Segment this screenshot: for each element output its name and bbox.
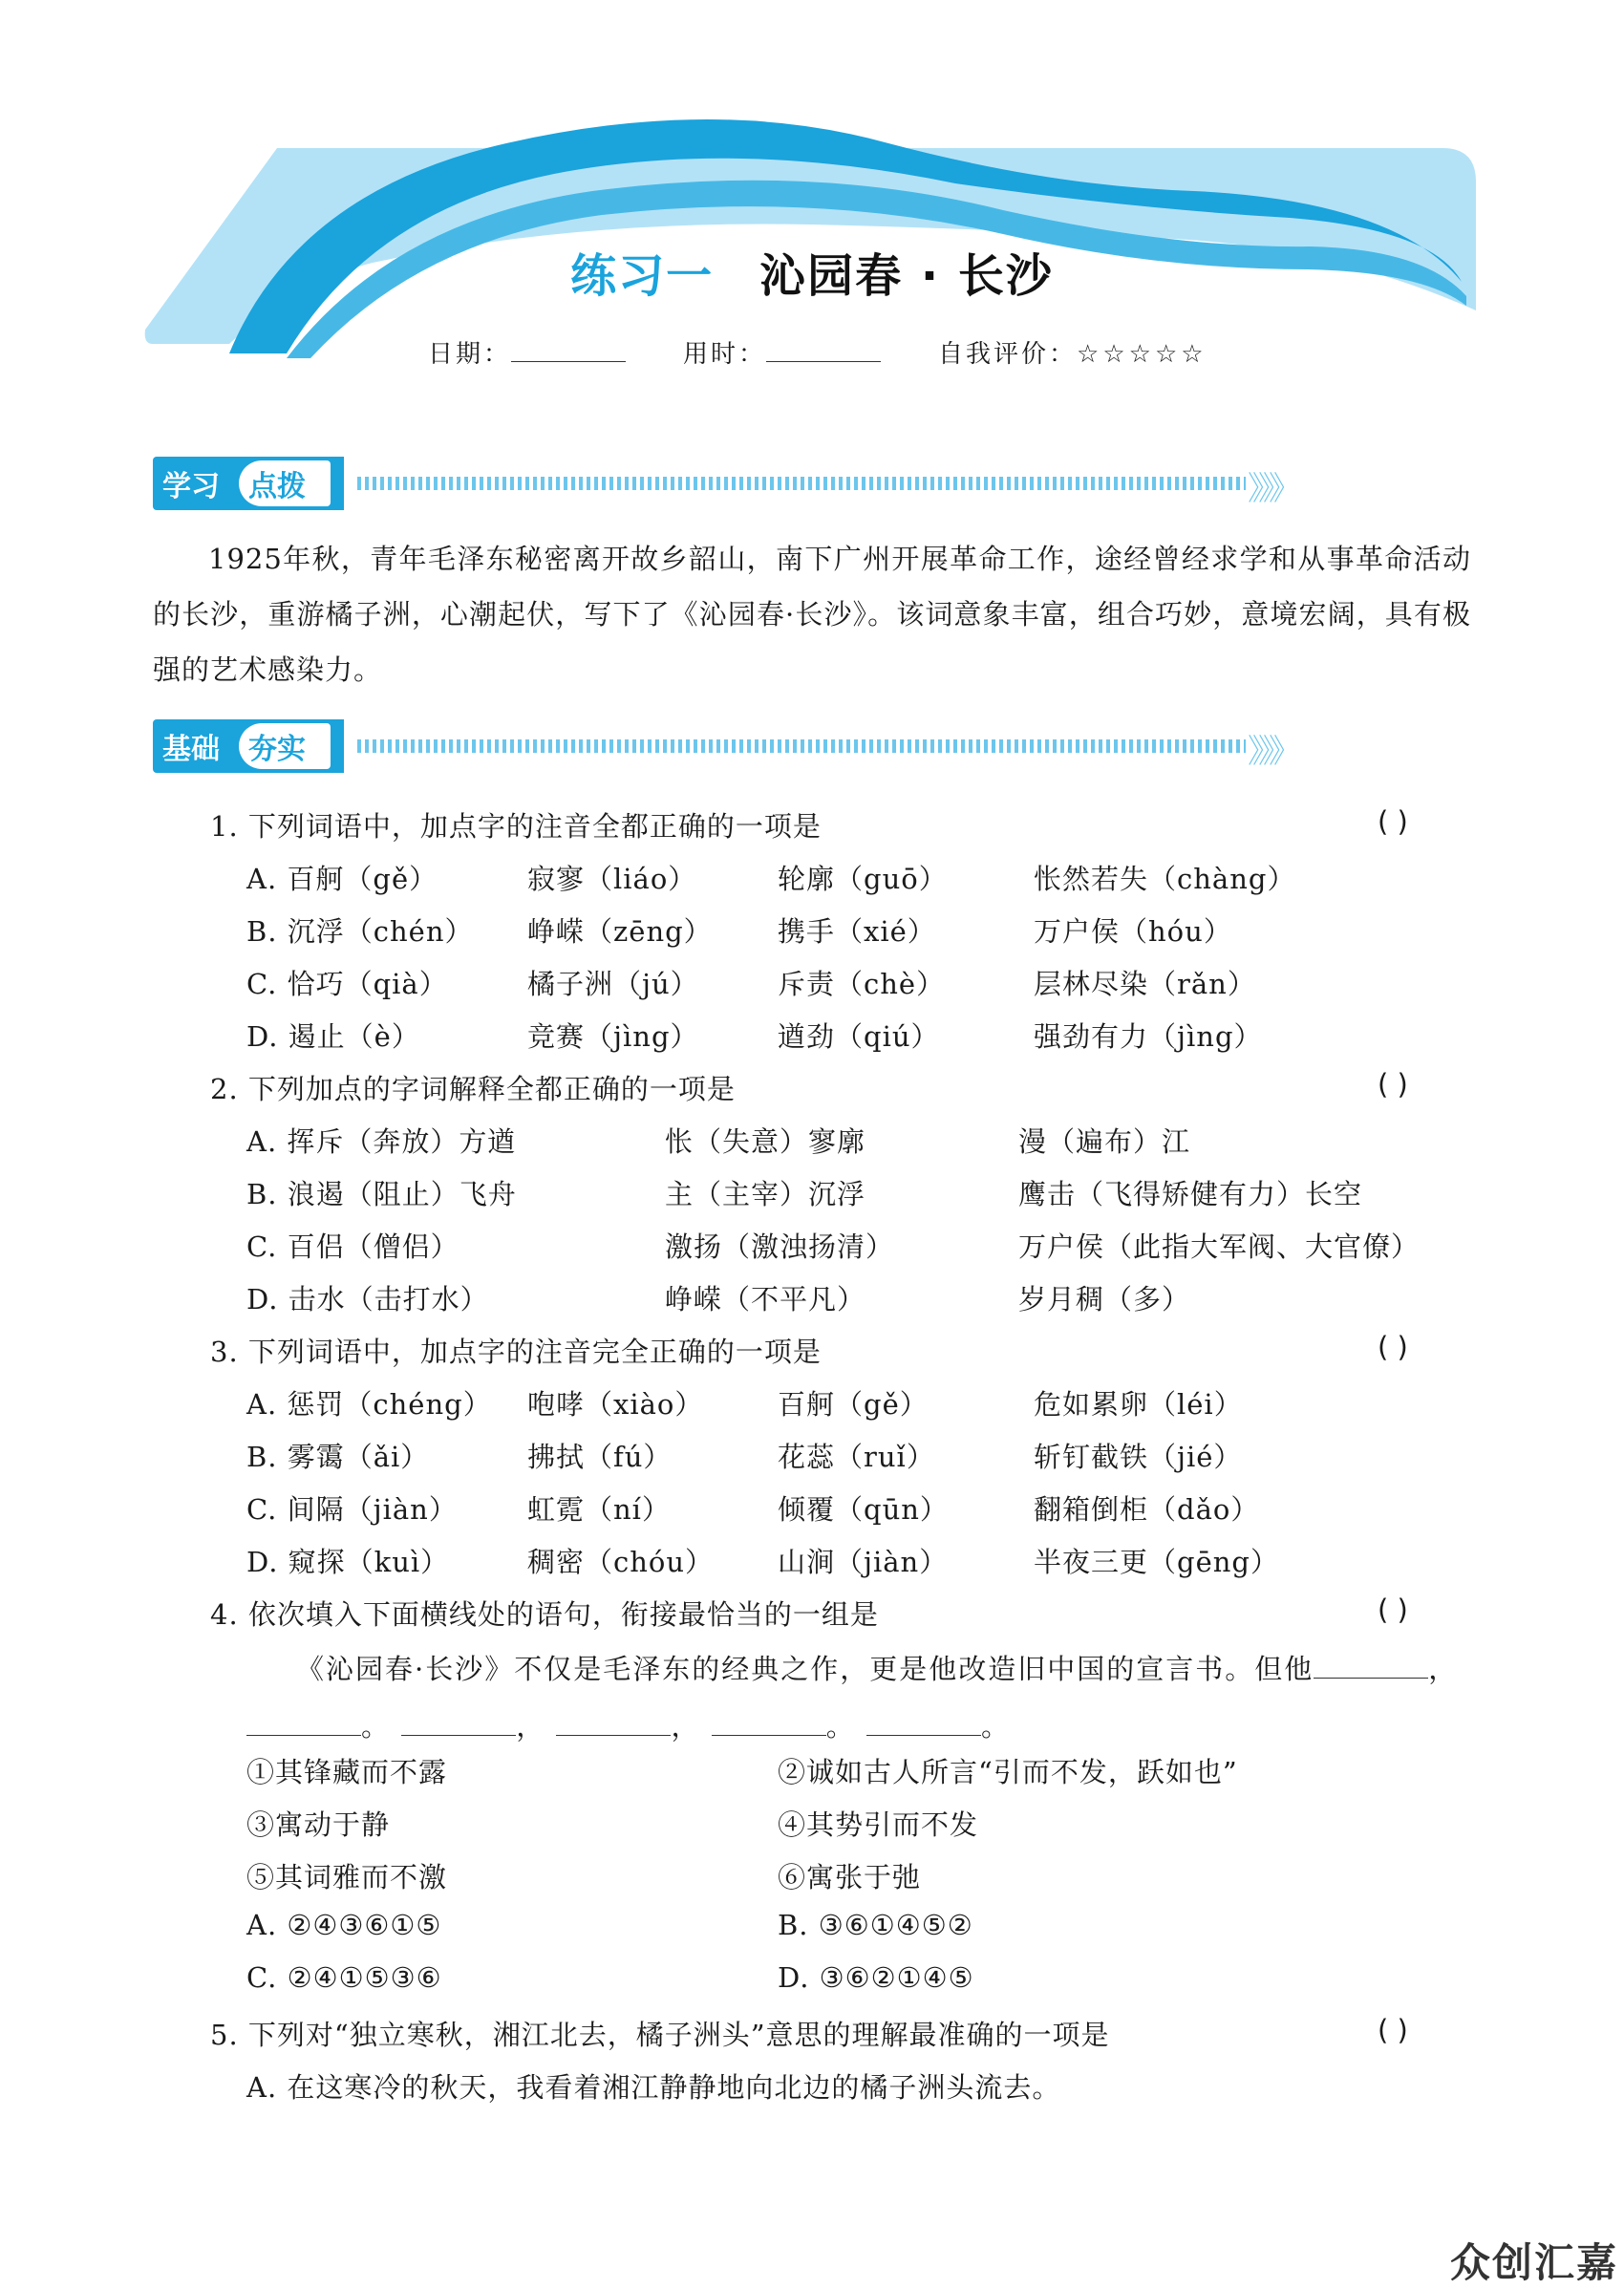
- q1-option-b-1: B. 沉浮（chén）: [246, 915, 474, 948]
- q4-passage-text: 《沁园春·长沙》不仅是毛泽东的经典之作，更是他改造旧中国的宣言书。但他: [296, 1653, 1314, 1685]
- section-label-1: 学习: [162, 470, 220, 503]
- q1-option-d-2: 竞赛（jìng）: [527, 1020, 699, 1053]
- q3-option-a-2: 咆哮（xiào）: [527, 1388, 704, 1421]
- q2-option-a-3: 漫（遍布）江: [1018, 1125, 1191, 1158]
- question-3-stem: 3. 下列词语中，加点字的注音完全正确的一项是: [210, 1336, 822, 1368]
- q3-option-b-4: 斩钉截铁（jié）: [1034, 1441, 1243, 1473]
- q3-option-c-3: 倾覆（qūn）: [778, 1493, 949, 1526]
- q4-item-5: ⑤其词雅而不激: [246, 1861, 448, 1893]
- q3-option-b-1: B. 雾霭（ǎi）: [246, 1441, 430, 1473]
- q1-option-c-1: C. 恰巧（qià）: [246, 968, 448, 1000]
- fill-blank[interactable]: [401, 1712, 516, 1736]
- q2-option-c-3: 万户侯（此指大军阀、大官僚）: [1018, 1230, 1421, 1263]
- fill-blank[interactable]: [866, 1712, 981, 1736]
- q2-option-a-1: A. 挥斥（奔放）方遒: [246, 1125, 517, 1158]
- q5-option-a: A. 在这寒冷的秋天，我看着湘江静静地向北边的橘子洲头流去。: [246, 2071, 1061, 2104]
- section-label-2: 点拨: [248, 470, 306, 503]
- q4-option-b: B. ③⑥①④⑤②: [778, 1909, 973, 1941]
- q3-option-c-4: 翻箱倒柜（dǎo）: [1034, 1493, 1260, 1526]
- q1-option-b-2: 峥嵘（zēng）: [527, 915, 713, 948]
- answer-paren-5[interactable]: ( ): [1378, 2014, 1408, 2046]
- q1-option-d-1: D. 遏止（è）: [246, 1020, 420, 1053]
- q3-option-b-2: 拂拭（fú）: [527, 1441, 673, 1473]
- q4-item-4: ④其势引而不发: [778, 1808, 979, 1841]
- rating-stars[interactable]: ☆☆☆☆☆: [1077, 340, 1207, 369]
- date-label: 日期：: [428, 340, 512, 369]
- fill-blank[interactable]: [1314, 1655, 1428, 1679]
- question-2-stem: 2. 下列加点的字词解释全都正确的一项是: [210, 1073, 736, 1105]
- q3-option-d-2: 稠密（chóu）: [527, 1546, 715, 1578]
- page-title: [0, 239, 1624, 305]
- q4-item-1: ①其锋藏而不露: [246, 1756, 448, 1788]
- date-blank[interactable]: [511, 340, 626, 362]
- fill-blank[interactable]: [556, 1712, 671, 1736]
- section-badge: [153, 457, 344, 510]
- q1-option-d-3: 遒劲（qiú）: [778, 1020, 940, 1053]
- fill-blank[interactable]: [246, 1712, 361, 1736]
- q4-option-d: D. ③⑥②①④⑤: [778, 1961, 974, 1994]
- q2-option-d-2: 峥嵘（不平凡）: [665, 1283, 866, 1316]
- chevrons-icon: 》》》: [1248, 470, 1295, 508]
- q2-option-d-3: 岁月稠（多）: [1018, 1283, 1191, 1316]
- time-label: 用时：: [683, 340, 767, 369]
- q1-option-d-4: 强劲有力（jìng）: [1034, 1020, 1263, 1053]
- q1-option-a-3: 轮廓（guō）: [778, 863, 948, 895]
- q2-option-d-1: D. 击水（击打水）: [246, 1283, 489, 1316]
- section-header-learn: [153, 457, 1295, 510]
- lesson-title: 沁园春 · 长沙: [759, 249, 1054, 303]
- section-label-2: 夯实: [248, 733, 306, 766]
- q1-option-b-4: 万户侯（hóu）: [1034, 915, 1232, 948]
- q2-option-b-3: 鹰击（飞得矫健有力）长空: [1018, 1178, 1363, 1210]
- chevrons-icon: 》》》: [1248, 733, 1295, 771]
- q2-option-a-2: 怅（失意）寥廓: [665, 1125, 866, 1158]
- q1-option-c-4: 层林尽染（rǎn）: [1034, 968, 1256, 1000]
- q1-option-a-2: 寂寥（liáo）: [527, 863, 697, 895]
- q1-option-a-4: 怅然若失（chàng）: [1034, 863, 1296, 895]
- q4-item-2: ②诚如古人所言“引而不发，跃如也”: [778, 1756, 1238, 1788]
- section-label-1: 基础: [162, 733, 220, 766]
- q3-option-d-1: D. 窥探（kuì）: [246, 1546, 450, 1578]
- q4-item-6: ⑥寓张于弛: [778, 1861, 922, 1893]
- q2-option-b-1: B. 浪遏（阻止）飞舟: [246, 1178, 517, 1210]
- q1-option-b-3: 携手（xié）: [778, 915, 936, 948]
- time-blank[interactable]: [766, 340, 881, 362]
- answer-paren-4[interactable]: ( ): [1378, 1594, 1408, 1626]
- section-badge: [153, 719, 344, 773]
- q3-option-d-3: 山涧（jiàn）: [778, 1546, 949, 1578]
- answer-paren-2[interactable]: ( ): [1378, 1068, 1408, 1101]
- q3-option-a-4: 危如累卵（léi）: [1034, 1388, 1243, 1421]
- q1-option-c-3: 斥责（chè）: [778, 968, 946, 1000]
- q3-option-c-1: C. 间隔（jiàn）: [246, 1493, 458, 1526]
- section-divider: [357, 477, 1246, 490]
- q4-item-3: ③寓动于静: [246, 1808, 391, 1841]
- q3-option-b-3: 花蕊（ruǐ）: [778, 1441, 935, 1473]
- q1-option-c-2: 橘子洲（jú）: [527, 968, 699, 1000]
- question-4-stem: 4. 依次填入下面横线处的语句，衔接最恰当的一组是: [210, 1598, 879, 1631]
- self-eval-label: 自我评价：: [938, 340, 1078, 369]
- q3-option-d-4: 半夜三更（gēng）: [1034, 1546, 1279, 1578]
- q2-option-b-2: 主（主宰）沉浮: [665, 1178, 866, 1210]
- q4-blanks-row: 。 ， ， 。 。: [246, 1705, 1011, 1744]
- q3-option-c-2: 虹霓（ní）: [527, 1493, 671, 1526]
- answer-paren-3[interactable]: ( ): [1378, 1331, 1408, 1363]
- q3-option-a-3: 百舸（gě）: [778, 1388, 929, 1421]
- q4-option-c: C. ②④①⑤③⑥: [246, 1961, 442, 1994]
- exercise-label: 练习一: [570, 249, 715, 303]
- question-1-stem: 1. 下列词语中，加点字的注音全都正确的一项是: [210, 810, 822, 843]
- q4-option-a: A. ②④③⑥①⑤: [246, 1909, 442, 1941]
- q3-option-a-1: A. 惩罚（chéng）: [246, 1388, 492, 1421]
- intro-paragraph: 1925年秋，青年毛泽东秘密离开故乡韶山，南下广州开展革命工作，途经曾经求学和从事革命活动的长沙，重游橘子洲，心潮起伏，写下了《沁园春·长沙》。该词意象丰富，组合巧妙，意境宏阔，具有极强的艺术感染力。: [153, 543, 1471, 686]
- q2-option-c-2: 激扬（激浊扬清）: [665, 1230, 895, 1263]
- question-5-stem: 5. 下列对“独立寒秋，湘江北去，橘子洲头”意思的理解最准确的一项是: [210, 2019, 1110, 2051]
- fill-blank[interactable]: [712, 1712, 826, 1736]
- q2-option-c-1: C. 百侣（僧侣）: [246, 1230, 459, 1263]
- answer-paren-1[interactable]: ( ): [1378, 805, 1408, 838]
- section-header-basic: [153, 719, 1295, 773]
- section-divider: [357, 739, 1246, 753]
- meta-row: [428, 334, 1207, 370]
- watermark: 众创汇嘉: [1449, 2239, 1618, 2286]
- q4-passage: 《沁园春·长沙》不仅是毛泽东的经典之作，更是他改造旧中国的宣言书。但他 ，: [296, 1653, 1459, 1685]
- q1-option-a-1: A. 百舸（gě）: [246, 863, 438, 895]
